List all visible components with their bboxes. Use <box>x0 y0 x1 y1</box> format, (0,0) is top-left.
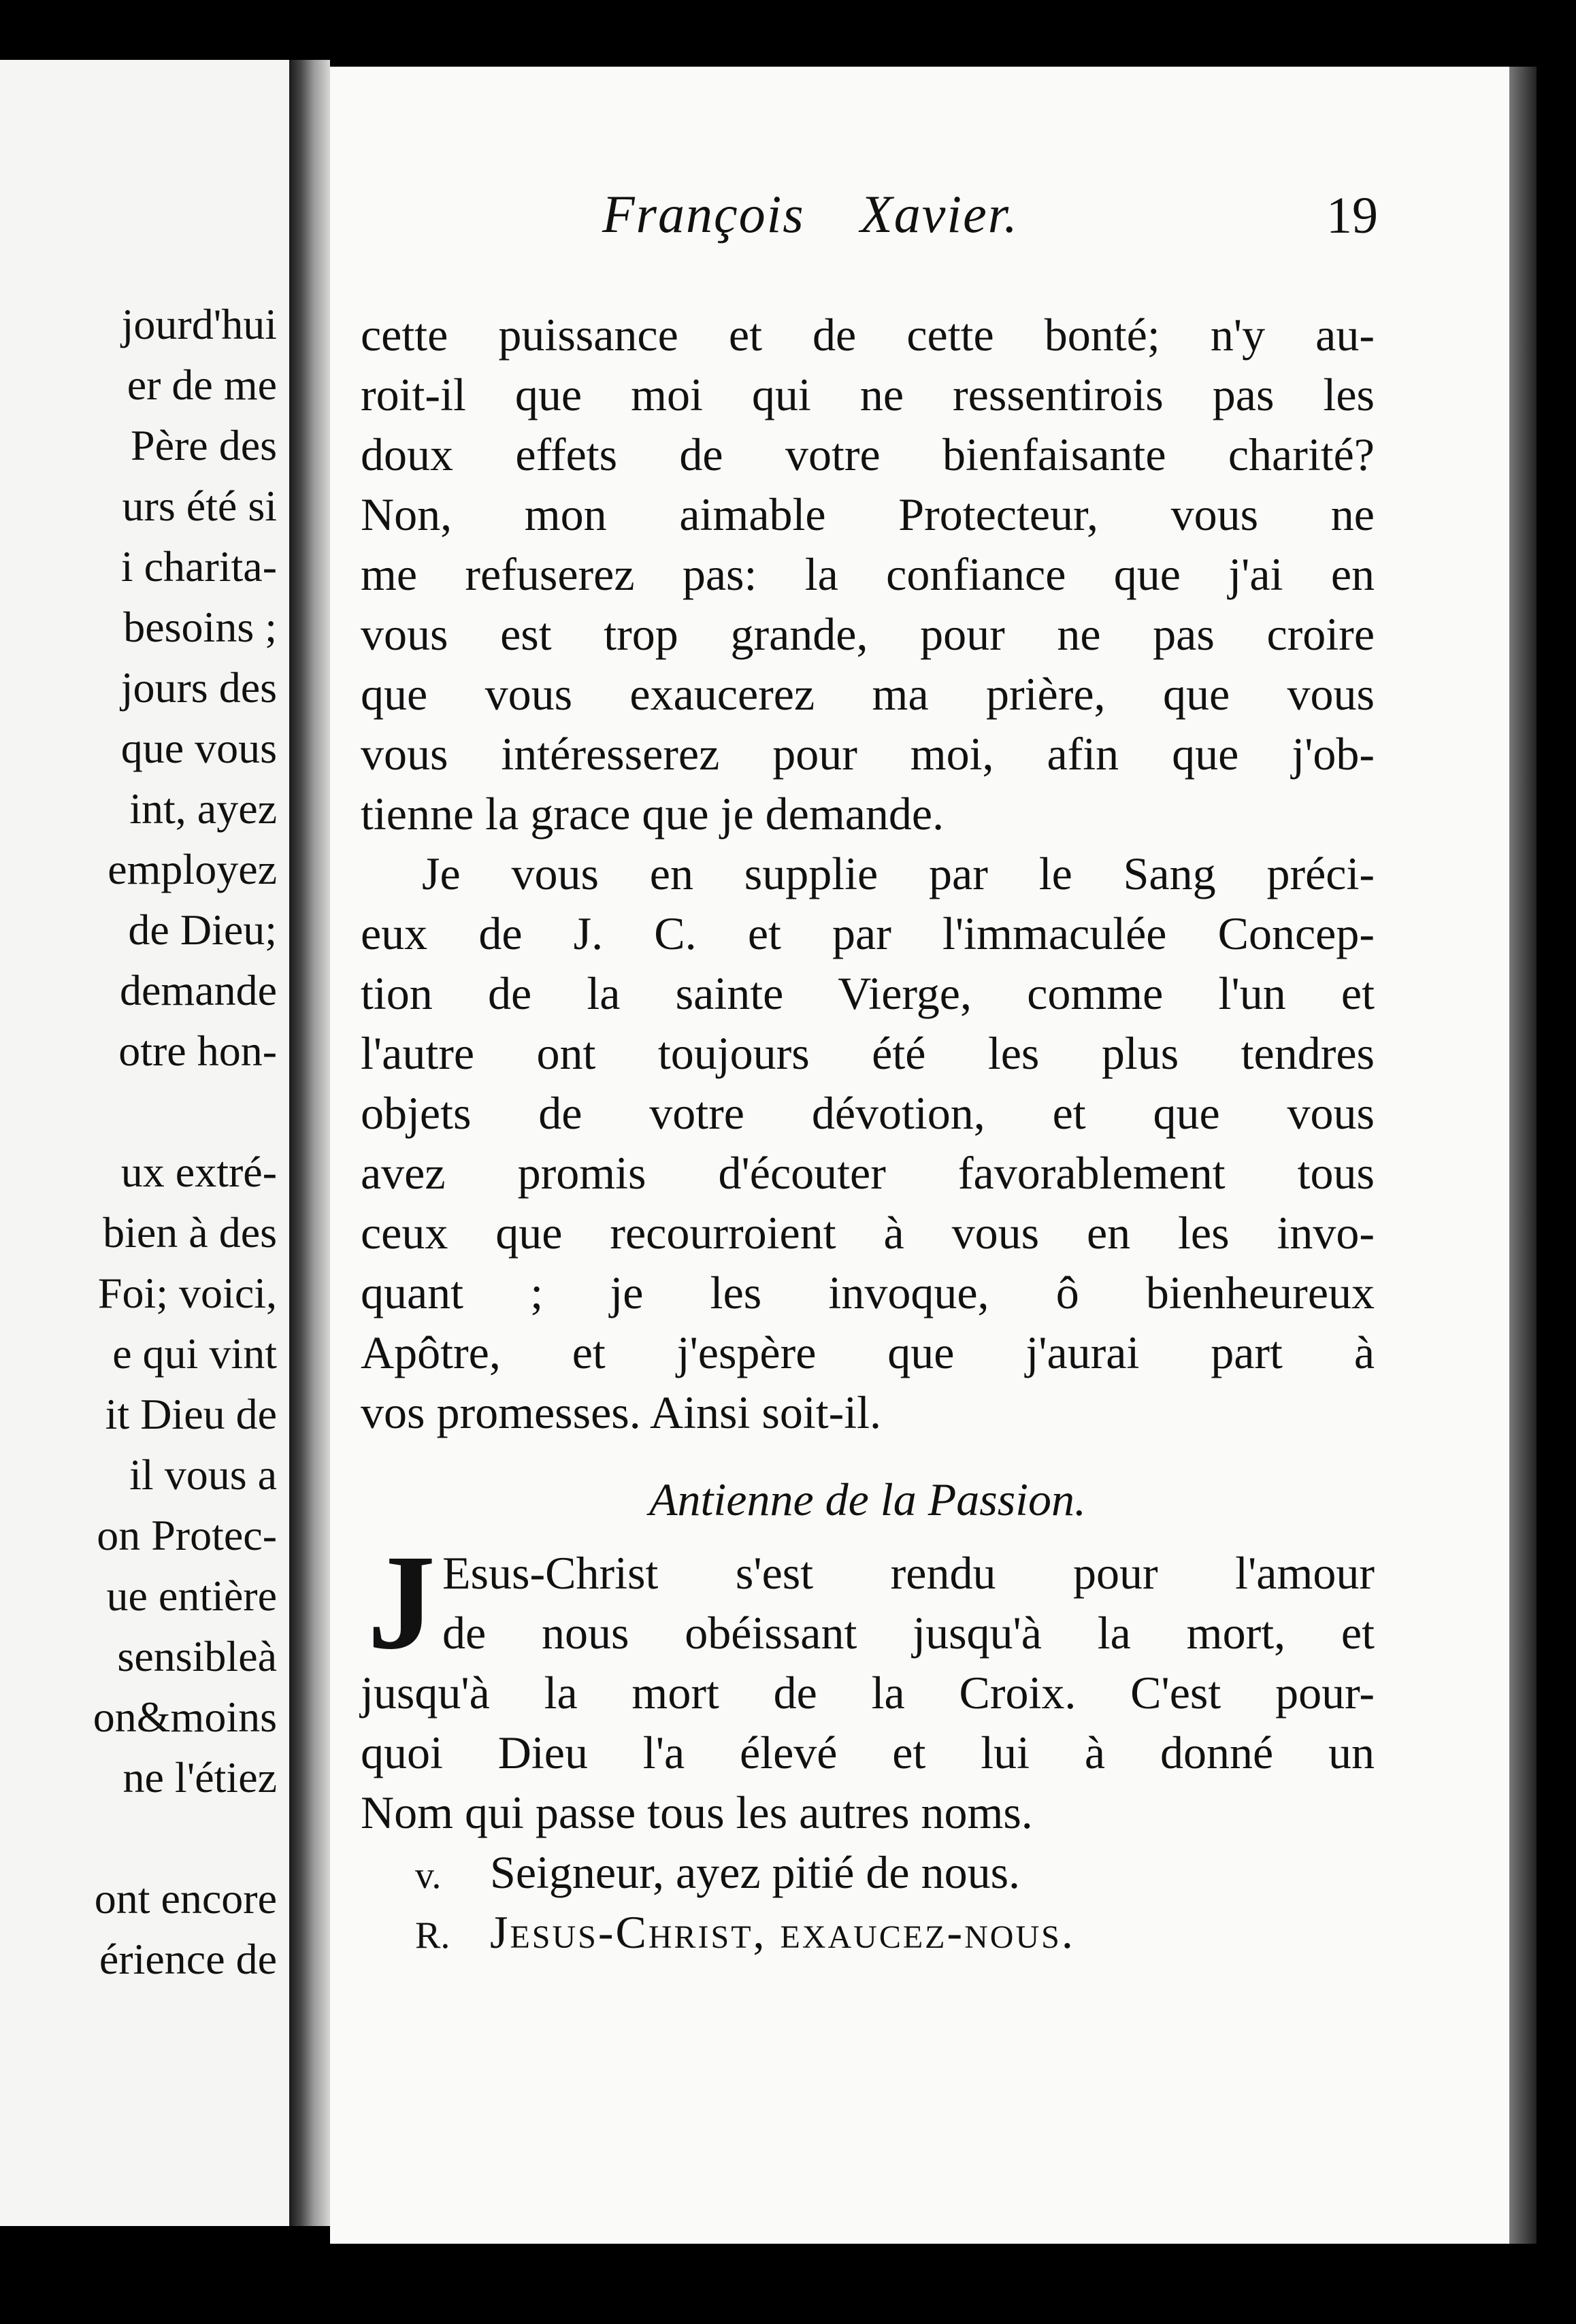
facing-page-line: otre hon- <box>118 1027 277 1075</box>
text-line: quant ; je les invoque, ô bienheureux <box>361 1267 1375 1318</box>
text-line: Esus-Christ s'est rendu pour l'amour <box>442 1547 1375 1599</box>
facing-page-line: on Protec- <box>97 1511 277 1559</box>
text-line: Nom qui passe tous les autres noms. <box>361 1787 1033 1838</box>
text-line: cette puissance et de cette bonté; n'y au- <box>361 309 1375 361</box>
text-line: que vous exaucerez ma prière, que vous <box>361 668 1375 720</box>
page-edge <box>1509 67 1537 2244</box>
text-line: roit-il que moi qui ne ressentirois pas les <box>361 369 1375 420</box>
facing-page-line: i charita- <box>120 542 277 591</box>
page-body <box>361 305 1375 1962</box>
antiphon-text <box>361 1527 1375 1842</box>
facing-page-line: it Dieu de <box>105 1390 277 1438</box>
text-line: Je vous en supplie par le Sang préci- <box>422 848 1375 899</box>
facing-page-line: bien à des <box>103 1208 277 1257</box>
facing-page-line: Foi; voici, <box>97 1269 277 1317</box>
text-line: jusqu'à la mort de la Croix. C'est pour- <box>361 1667 1375 1719</box>
response-mark: R. <box>415 1914 450 1957</box>
paragraph-prayer-end <box>361 305 1375 844</box>
versicle <box>361 1842 1375 1902</box>
facing-page-line: on&moins <box>93 1693 277 1741</box>
text-line: vous est trop grande, pour ne pas croire <box>361 608 1375 660</box>
versicle-text: Seigneur, ayez pitié de nous. <box>490 1846 1021 1898</box>
text-line: Apôtre, et j'espère que j'aurai part à <box>361 1327 1375 1378</box>
facing-page-line: urs été si <box>122 482 277 530</box>
page-number: 19 <box>1326 187 1378 244</box>
facing-page-line: Père des <box>130 421 277 469</box>
text-line: quoi Dieu l'a élevé et lui à donné un <box>361 1727 1375 1778</box>
text-line: tion de la sainte Vierge, comme l'un et <box>361 967 1375 1019</box>
facing-page-line: demande <box>120 966 277 1014</box>
text-line: de nous obéissant jusqu'à la mort, et <box>442 1607 1375 1659</box>
facing-page-line: employez <box>108 845 277 893</box>
text-line: objets de votre dévotion, et que vous <box>361 1087 1375 1139</box>
response-text: Jesus-Christ, exaucez-nous. <box>490 1906 1075 1958</box>
facing-page-line: int, ayez <box>129 784 277 833</box>
facing-page-line: jours des <box>120 663 277 712</box>
drop-cap: J <box>367 1527 436 1678</box>
facing-page-fragment <box>0 60 289 2226</box>
text-line: Non, mon aimable Protecteur, vous ne <box>361 488 1375 540</box>
facing-page-line: ne l'étiez <box>122 1753 277 1802</box>
text-line: me refuserez pas: la confiance que j'ai en <box>361 548 1375 600</box>
text-line: doux effets de votre bienfaisante charité? <box>361 429 1375 480</box>
facing-page-line: sensibleà <box>117 1632 277 1680</box>
text-line: vos promesses. Ainsi soit-il. <box>361 1387 882 1438</box>
paragraph-supplication <box>361 844 1375 1442</box>
facing-page-line: de Dieu; <box>128 906 277 954</box>
text-line: l'autre ont toujours été les plus tendres <box>361 1027 1375 1079</box>
text-line: tienne la grace que je demande. <box>361 788 945 840</box>
facing-page-line: érience de <box>99 1935 277 1983</box>
text-line: eux de J. C. et par l'immaculée Concep- <box>361 908 1375 959</box>
facing-page-line: er de me <box>127 361 277 409</box>
response <box>361 1902 1375 1962</box>
book-gutter <box>289 60 330 2226</box>
facing-page-line: e qui vint <box>112 1329 277 1378</box>
facing-page-line: ont encore <box>94 1874 277 1923</box>
section-heading: Antienne de la Passion. <box>649 1474 1087 1525</box>
versicle-mark: v. <box>415 1855 442 1897</box>
facing-page-line: que vous <box>120 724 277 772</box>
running-head-title: François Xavier. <box>602 184 1019 244</box>
facing-page-line: ue entière <box>106 1572 277 1620</box>
facing-page-line: jourd'hui <box>121 300 277 348</box>
text-line: avez promis d'écouter favorablement tous <box>361 1147 1375 1199</box>
text-line: ceux que recourroient à vous en les invo- <box>361 1207 1375 1259</box>
facing-page-line: ux extré- <box>120 1148 277 1196</box>
running-head <box>602 184 1378 259</box>
facing-page-line: besoins ; <box>123 603 277 651</box>
facing-page-line: il vous a <box>129 1450 277 1499</box>
text-line: vous intéresserez pour moi, afin que j'ob- <box>361 728 1375 780</box>
